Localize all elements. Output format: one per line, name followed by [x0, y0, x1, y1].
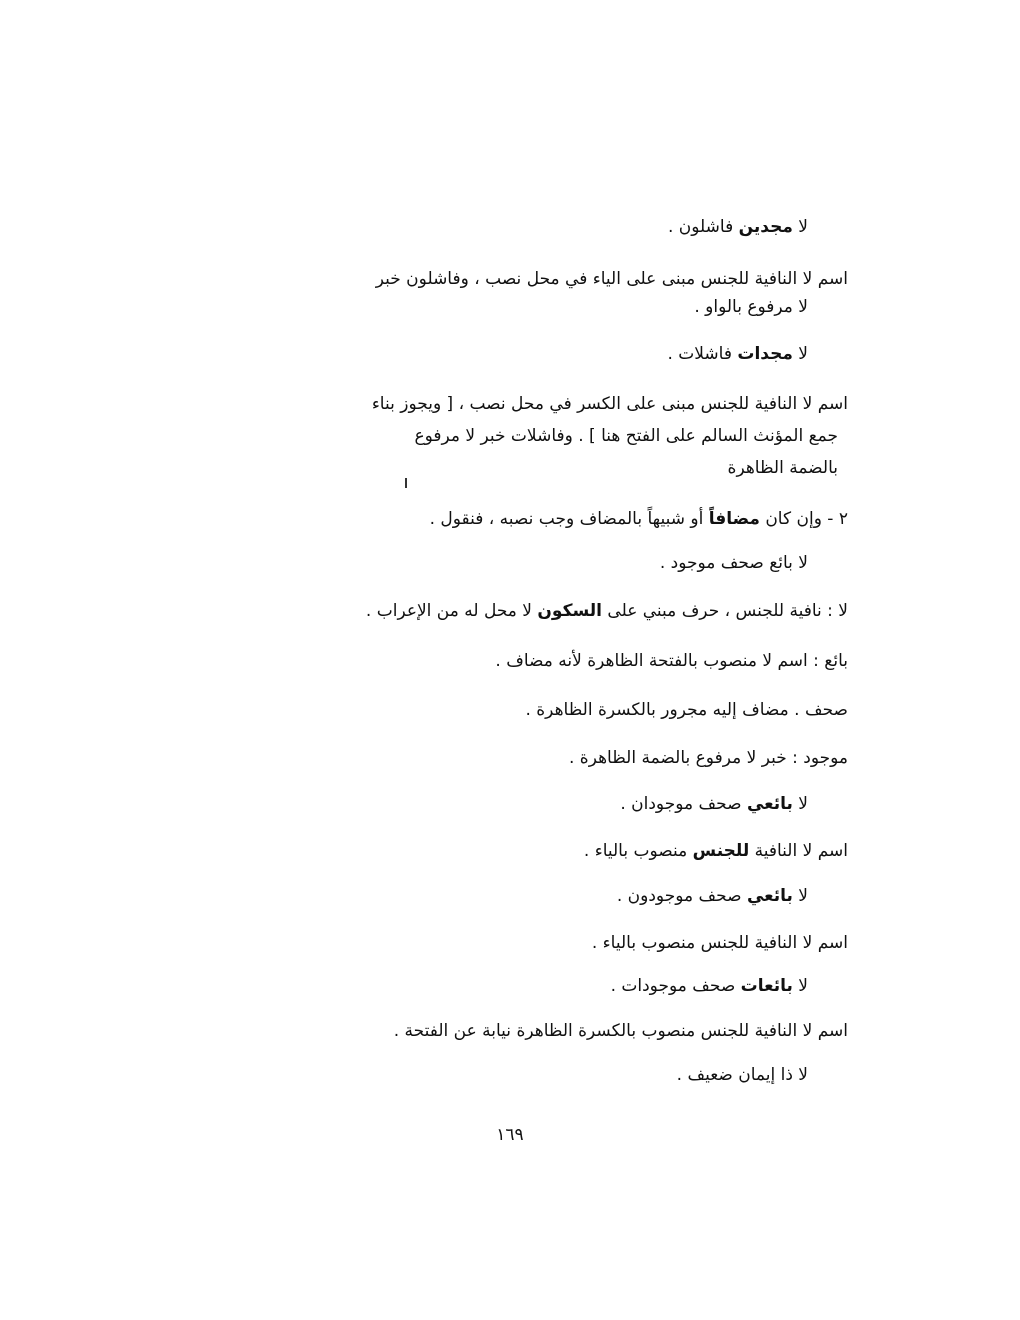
explanation-line [584, 840, 848, 862]
emphasized-word: مجدين [738, 217, 793, 237]
rule-line-2 [430, 508, 848, 530]
explanation-text: جمع المؤنث السالم على الفتح هنا ] . وفاشلات خبر لا مرفوع [414, 426, 838, 446]
explanation-text: بائع : اسم لا منصوب بالفتحة الظاهرة لأنه مضاف . [495, 651, 848, 671]
emphasized-word: للجنس [692, 841, 750, 861]
explanation-text: لا : نافية للجنس ، حرف مبني على السكون لا محل له من الإعراب . [365, 601, 848, 621]
explanation-line [728, 457, 838, 479]
explanation-text: صحف . مضاف إليه مجرور بالكسرة الظاهرة . [525, 700, 848, 720]
explanation-line [366, 600, 848, 622]
explanation-text: اسم لا النافية للجنس منصوب بالياء . [591, 933, 848, 953]
explanation-text: موجود : خبر لا مرفوع بالضمة الظاهرة . [568, 748, 848, 768]
example-line-3 [660, 552, 808, 574]
explanation-line [414, 425, 838, 447]
page-number: ١٦٩ [496, 1125, 524, 1145]
explanation-text: اسم لا النافية للجنس مبنى على الكسر في محل نصب ، [ ويجوز بناء [371, 394, 848, 414]
example-line-4 [620, 793, 808, 815]
explanation-line [694, 296, 808, 318]
example-line-7 [677, 1064, 808, 1086]
explanation-line [525, 699, 848, 721]
example-text: لا بائعات صحف موجودات . [610, 976, 808, 996]
emphasized-word: مضافاً [708, 509, 760, 529]
example-text: لا مجدين فاشلون . [667, 217, 808, 237]
example-line-1 [668, 216, 808, 238]
example-line-2 [667, 343, 808, 365]
explanation-text: اسم لا النافية للجنس مبنى على الياء في محل نصب ، وفاشلون خبر [375, 269, 848, 289]
example-line-6 [611, 975, 808, 997]
explanation-line [495, 650, 848, 672]
scan-artifact [405, 478, 407, 488]
explanation-text: اسم لا النافية للجنس منصوب بالكسرة الظاهرة نيابة عن الفتحة . [393, 1021, 848, 1041]
explanation-text: اسم لا النافية للجنس منصوب بالياء . [583, 841, 848, 861]
explanation-line [394, 1020, 848, 1042]
example-text: لا ذا إيمان ضعيف . [676, 1065, 808, 1085]
emphasized-word: مجدات [737, 344, 793, 364]
explanation-line [569, 747, 848, 769]
explanation-line [372, 393, 848, 415]
emphasized-word: السكون [537, 601, 602, 621]
explanation-line [592, 932, 848, 954]
explanation-line [376, 268, 848, 290]
explanation-text: بالضمة الظاهرة [727, 458, 838, 478]
example-text: لا بائع صحف موجود . [659, 553, 808, 573]
example-text: لا بائعي صحف موجودان . [620, 794, 808, 814]
rule-text: ٢ - وإن كان مضافاً أو شبيهاً بالمضاف وجب نصبه ، فنقول . [429, 509, 848, 529]
example-line-5 [617, 885, 808, 907]
explanation-text: لا مرفوع بالواو . [694, 297, 808, 317]
example-text: لا بائعي صحف موجودون . [616, 886, 808, 906]
example-text: لا مجدات فاشلات . [667, 344, 808, 364]
emphasized-word: بائعات [740, 976, 793, 996]
emphasized-word: بائعي [746, 794, 793, 814]
emphasized-word: بائعي [746, 886, 793, 906]
